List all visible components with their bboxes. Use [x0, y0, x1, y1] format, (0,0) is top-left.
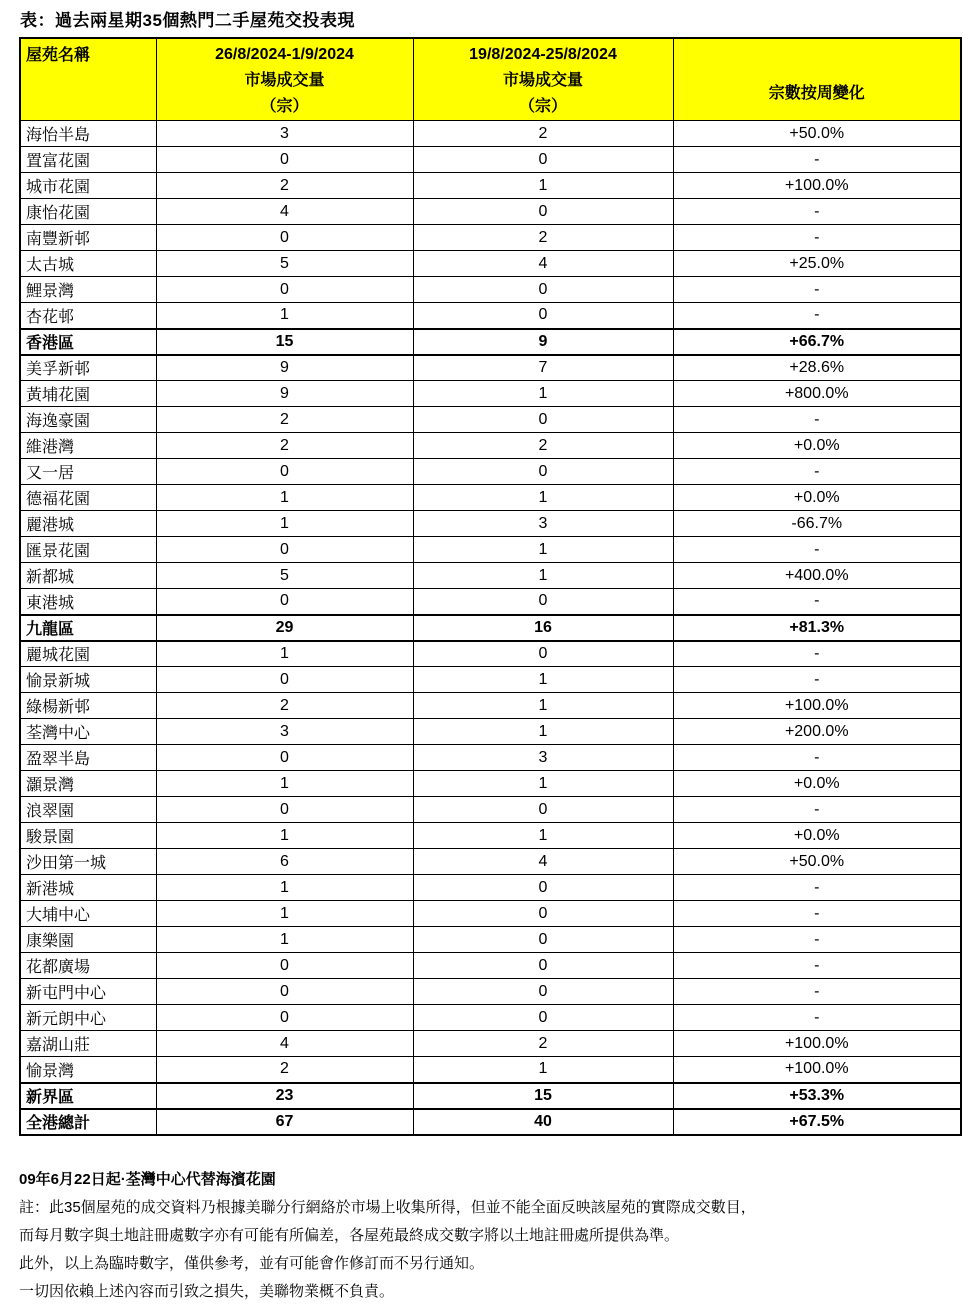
week2-count-cell: 2: [413, 225, 673, 251]
week2-count-cell: 2: [413, 121, 673, 147]
estate-name-cell: 大埔中心: [20, 901, 156, 927]
week2-count-cell: 0: [413, 927, 673, 953]
week2-count-cell: 4: [413, 849, 673, 875]
weekly-change-cell: +100.0%: [673, 173, 961, 199]
estate-name-cell: 置富花園: [20, 147, 156, 173]
table-row: [20, 875, 961, 901]
estate-name-cell: 愉景灣: [20, 1057, 156, 1083]
header-week1: [156, 38, 413, 121]
footnote-disclaimer-4: 一切因依賴上述內容而引致之損失，美聯物業概不負責。: [19, 1282, 395, 1300]
week1-count-cell: 0: [156, 277, 413, 303]
week2-count-cell: 1: [413, 485, 673, 511]
week1-count-cell: 1: [156, 927, 413, 953]
week1-count-cell: 1: [156, 823, 413, 849]
weekly-change-cell: +50.0%: [673, 121, 961, 147]
week1-count-cell: 1: [156, 771, 413, 797]
week2-count-cell: 7: [413, 355, 673, 381]
estate-name-cell: 新都城: [20, 563, 156, 589]
estate-name-cell: 鯉景灣: [20, 277, 156, 303]
table-row: [20, 511, 961, 537]
week2-count-cell: 0: [413, 953, 673, 979]
weekly-change-cell: +53.3%: [673, 1083, 961, 1109]
weekly-change-cell: +25.0%: [673, 251, 961, 277]
estate-name-cell: 城市花園: [20, 173, 156, 199]
week1-count-cell: 4: [156, 199, 413, 225]
section-total-row: [20, 1109, 961, 1135]
weekly-change-cell: -: [673, 979, 961, 1005]
estate-name-cell: 荃灣中心: [20, 719, 156, 745]
week1-count-cell: 4: [156, 1031, 413, 1057]
header-estate-name: 屋苑名稱: [20, 38, 156, 121]
header-week1-unit-label: （宗）: [260, 98, 309, 115]
week2-count-cell: 1: [413, 823, 673, 849]
estate-name-cell: 德福花園: [20, 485, 156, 511]
estate-name-cell: 匯景花園: [20, 537, 156, 563]
week1-count-cell: 0: [156, 589, 413, 615]
table-row: [20, 433, 961, 459]
table-row: [20, 1057, 961, 1083]
table-row: [20, 355, 961, 381]
week1-count-cell: 0: [156, 147, 413, 173]
week1-count-cell: 0: [156, 979, 413, 1005]
section-total-row: [20, 329, 961, 355]
table-row: [20, 745, 961, 771]
weekly-change-cell: -: [673, 407, 961, 433]
weekly-change-cell: +81.3%: [673, 615, 961, 641]
weekly-change-cell: -: [673, 147, 961, 173]
week1-count-cell: 9: [156, 381, 413, 407]
weekly-change-cell: -: [673, 797, 961, 823]
estate-name-cell: 又一居: [20, 459, 156, 485]
table-row: [20, 797, 961, 823]
weekly-change-cell: -: [673, 953, 961, 979]
weekly-change-cell: +100.0%: [673, 1057, 961, 1083]
week2-count-cell: 1: [413, 667, 673, 693]
weekly-change-cell: -: [673, 641, 961, 667]
weekly-change-cell: -: [673, 901, 961, 927]
header-row: [20, 38, 961, 121]
estate-name-cell: 杏花邨: [20, 303, 156, 329]
estate-name-cell: 海逸豪園: [20, 407, 156, 433]
table-row: [20, 927, 961, 953]
estate-name-cell: 海怡半島: [20, 121, 156, 147]
estate-name-cell: 麗城花園: [20, 641, 156, 667]
weekly-change-cell: -: [673, 1005, 961, 1031]
estate-name-cell: 新元朗中心: [20, 1005, 156, 1031]
table-row: [20, 303, 961, 329]
table-row: [20, 771, 961, 797]
estate-name-cell: 黃埔花園: [20, 381, 156, 407]
week1-count-cell: 5: [156, 251, 413, 277]
estate-name-cell: 花都廣場: [20, 953, 156, 979]
estate-name-cell: 駿景園: [20, 823, 156, 849]
footnote-disclaimer-1: 註：此35個屋苑的成交資料乃根據美聯分行網絡於市場上收集所得，但並不能全面反映該屋苑的實際成交數目，: [19, 1198, 756, 1216]
week1-count-cell: 0: [156, 537, 413, 563]
week2-count-cell: 1: [413, 537, 673, 563]
section-total-row: [20, 615, 961, 641]
week2-count-cell: 40: [413, 1109, 673, 1135]
estate-name-cell: 灝景灣: [20, 771, 156, 797]
week1-count-cell: 1: [156, 511, 413, 537]
estate-name-cell: 太古城: [20, 251, 156, 277]
weekly-change-cell: -: [673, 303, 961, 329]
header-week2-unit-label: （宗）: [518, 98, 567, 115]
week1-count-cell: 1: [156, 901, 413, 927]
week1-count-cell: 1: [156, 485, 413, 511]
footnote-replacement: 09年6月22日起·荃灣中心代替海濱花園: [19, 1170, 276, 1188]
week1-count-cell: 1: [156, 641, 413, 667]
estate-name-cell: 麗港城: [20, 511, 156, 537]
weekly-change-cell: -66.7%: [673, 511, 961, 537]
weekly-change-cell: +200.0%: [673, 719, 961, 745]
week1-count-cell: 15: [156, 329, 413, 355]
estate-name-cell: 香港區: [20, 329, 156, 355]
table-row: [20, 173, 961, 199]
week2-count-cell: 4: [413, 251, 673, 277]
table-row: [20, 225, 961, 251]
week1-count-cell: 6: [156, 849, 413, 875]
table-row: [20, 979, 961, 1005]
week2-count-cell: 2: [413, 433, 673, 459]
week2-count-cell: 1: [413, 771, 673, 797]
table-row: [20, 459, 961, 485]
header-weekly-change: 宗數按周變化: [673, 38, 961, 121]
table-row: [20, 537, 961, 563]
estate-name-cell: 浪翠園: [20, 797, 156, 823]
estate-name-cell: 東港城: [20, 589, 156, 615]
estate-name-cell: 九龍區: [20, 615, 156, 641]
week2-count-cell: 0: [413, 641, 673, 667]
week2-count-cell: 3: [413, 511, 673, 537]
week1-count-cell: 29: [156, 615, 413, 641]
table-row: [20, 251, 961, 277]
table-row: [20, 849, 961, 875]
week2-count-cell: 1: [413, 381, 673, 407]
table-row: [20, 199, 961, 225]
week2-count-cell: 0: [413, 277, 673, 303]
week1-count-cell: 0: [156, 797, 413, 823]
week2-count-cell: 0: [413, 589, 673, 615]
weekly-change-cell: +67.5%: [673, 1109, 961, 1135]
estate-name-cell: 維港灣: [20, 433, 156, 459]
week2-count-cell: 16: [413, 615, 673, 641]
week2-count-cell: 3: [413, 745, 673, 771]
week1-count-cell: 0: [156, 459, 413, 485]
page-title: 表：過去兩星期35個熱門二手屋苑交投表現: [20, 11, 355, 30]
estate-name-cell: 嘉湖山莊: [20, 1031, 156, 1057]
table-row: [20, 641, 961, 667]
table-row: [20, 589, 961, 615]
week2-count-cell: 0: [413, 459, 673, 485]
week1-count-cell: 3: [156, 719, 413, 745]
table-body: [20, 121, 961, 1135]
week1-count-cell: 2: [156, 1057, 413, 1083]
week1-count-cell: 2: [156, 173, 413, 199]
week2-count-cell: 1: [413, 693, 673, 719]
week1-count-cell: 2: [156, 693, 413, 719]
footnotes: [19, 1166, 977, 1306]
week2-count-cell: 0: [413, 1005, 673, 1031]
weekly-change-cell: -: [673, 745, 961, 771]
table-row: [20, 693, 961, 719]
week1-count-cell: 67: [156, 1109, 413, 1135]
footnote-disclaimer-3: 此外，以上為臨時數字，僅供參考，並有可能會作修訂而不另行通知。: [19, 1254, 485, 1272]
weekly-change-cell: -: [673, 459, 961, 485]
table-row: [20, 823, 961, 849]
week1-count-cell: 0: [156, 225, 413, 251]
table-row: [20, 719, 961, 745]
week2-count-cell: 1: [413, 173, 673, 199]
week2-count-cell: 0: [413, 147, 673, 173]
table-row: [20, 1031, 961, 1057]
week2-count-cell: 0: [413, 407, 673, 433]
estate-name-cell: 新屯門中心: [20, 979, 156, 1005]
week1-count-cell: 0: [156, 667, 413, 693]
week1-count-cell: 2: [156, 407, 413, 433]
table-row: [20, 1005, 961, 1031]
weekly-change-cell: +28.6%: [673, 355, 961, 381]
footnote-disclaimer-2: 而每月數字與土地註冊處數字亦有可能有所偏差，各屋苑最終成交數字將以土地註冊處所提供為準。: [19, 1226, 680, 1244]
week1-count-cell: 9: [156, 355, 413, 381]
week2-count-cell: 2: [413, 1031, 673, 1057]
week1-count-cell: 0: [156, 953, 413, 979]
estate-name-cell: 盈翠半島: [20, 745, 156, 771]
estate-name-cell: 全港總計: [20, 1109, 156, 1135]
estate-name-cell: 康怡花園: [20, 199, 156, 225]
week2-count-cell: 0: [413, 797, 673, 823]
estate-name-cell: 新港城: [20, 875, 156, 901]
estate-name-cell: 綠楊新邨: [20, 693, 156, 719]
week1-count-cell: 1: [156, 875, 413, 901]
weekly-change-cell: +66.7%: [673, 329, 961, 355]
table-row: [20, 381, 961, 407]
week1-count-cell: 0: [156, 745, 413, 771]
table-row: [20, 953, 961, 979]
week1-count-cell: 5: [156, 563, 413, 589]
table-row: [20, 563, 961, 589]
header-week1-volume-label: 市場成交量: [244, 72, 325, 89]
table-row: [20, 121, 961, 147]
week2-count-cell: 0: [413, 199, 673, 225]
weekly-change-cell: -: [673, 927, 961, 953]
weekly-change-cell: +50.0%: [673, 849, 961, 875]
weekly-change-cell: -: [673, 875, 961, 901]
estate-name-cell: 新界區: [20, 1083, 156, 1109]
weekly-change-cell: +100.0%: [673, 1031, 961, 1057]
week2-count-cell: 0: [413, 901, 673, 927]
weekly-change-cell: +100.0%: [673, 693, 961, 719]
week1-count-cell: 2: [156, 433, 413, 459]
header-week2-dates: 19/8/2024-25/8/2024: [469, 46, 617, 63]
week2-count-cell: 1: [413, 563, 673, 589]
header-week1-dates: 26/8/2024-1/9/2024: [215, 46, 354, 63]
week1-count-cell: 0: [156, 1005, 413, 1031]
week2-count-cell: 15: [413, 1083, 673, 1109]
week2-count-cell: 0: [413, 979, 673, 1005]
week2-count-cell: 0: [413, 303, 673, 329]
weekly-change-cell: -: [673, 199, 961, 225]
weekly-change-cell: -: [673, 667, 961, 693]
week1-count-cell: 23: [156, 1083, 413, 1109]
week2-count-cell: 9: [413, 329, 673, 355]
header-week2-volume-label: 市場成交量: [502, 72, 583, 89]
weekly-change-cell: +400.0%: [673, 563, 961, 589]
week1-count-cell: 3: [156, 121, 413, 147]
table-row: [20, 147, 961, 173]
weekly-change-cell: +0.0%: [673, 823, 961, 849]
table-row: [20, 407, 961, 433]
estate-name-cell: 愉景新城: [20, 667, 156, 693]
weekly-change-cell: -: [673, 225, 961, 251]
week2-count-cell: 0: [413, 875, 673, 901]
week1-count-cell: 1: [156, 303, 413, 329]
estate-name-cell: 康樂園: [20, 927, 156, 953]
table-row: [20, 277, 961, 303]
weekly-change-cell: +800.0%: [673, 381, 961, 407]
week2-count-cell: 1: [413, 1057, 673, 1083]
weekly-change-cell: -: [673, 537, 961, 563]
header-week2: [413, 38, 673, 121]
transactions-table: [19, 37, 962, 1136]
weekly-change-cell: +0.0%: [673, 771, 961, 797]
weekly-change-cell: +0.0%: [673, 433, 961, 459]
week2-count-cell: 1: [413, 719, 673, 745]
table-row: [20, 485, 961, 511]
weekly-change-cell: -: [673, 589, 961, 615]
estate-name-cell: 沙田第一城: [20, 849, 156, 875]
table-row: [20, 901, 961, 927]
weekly-change-cell: -: [673, 277, 961, 303]
estate-name-cell: 美孚新邨: [20, 355, 156, 381]
table-row: [20, 667, 961, 693]
section-total-row: [20, 1083, 961, 1109]
estate-name-cell: 南豐新邨: [20, 225, 156, 251]
weekly-change-cell: +0.0%: [673, 485, 961, 511]
